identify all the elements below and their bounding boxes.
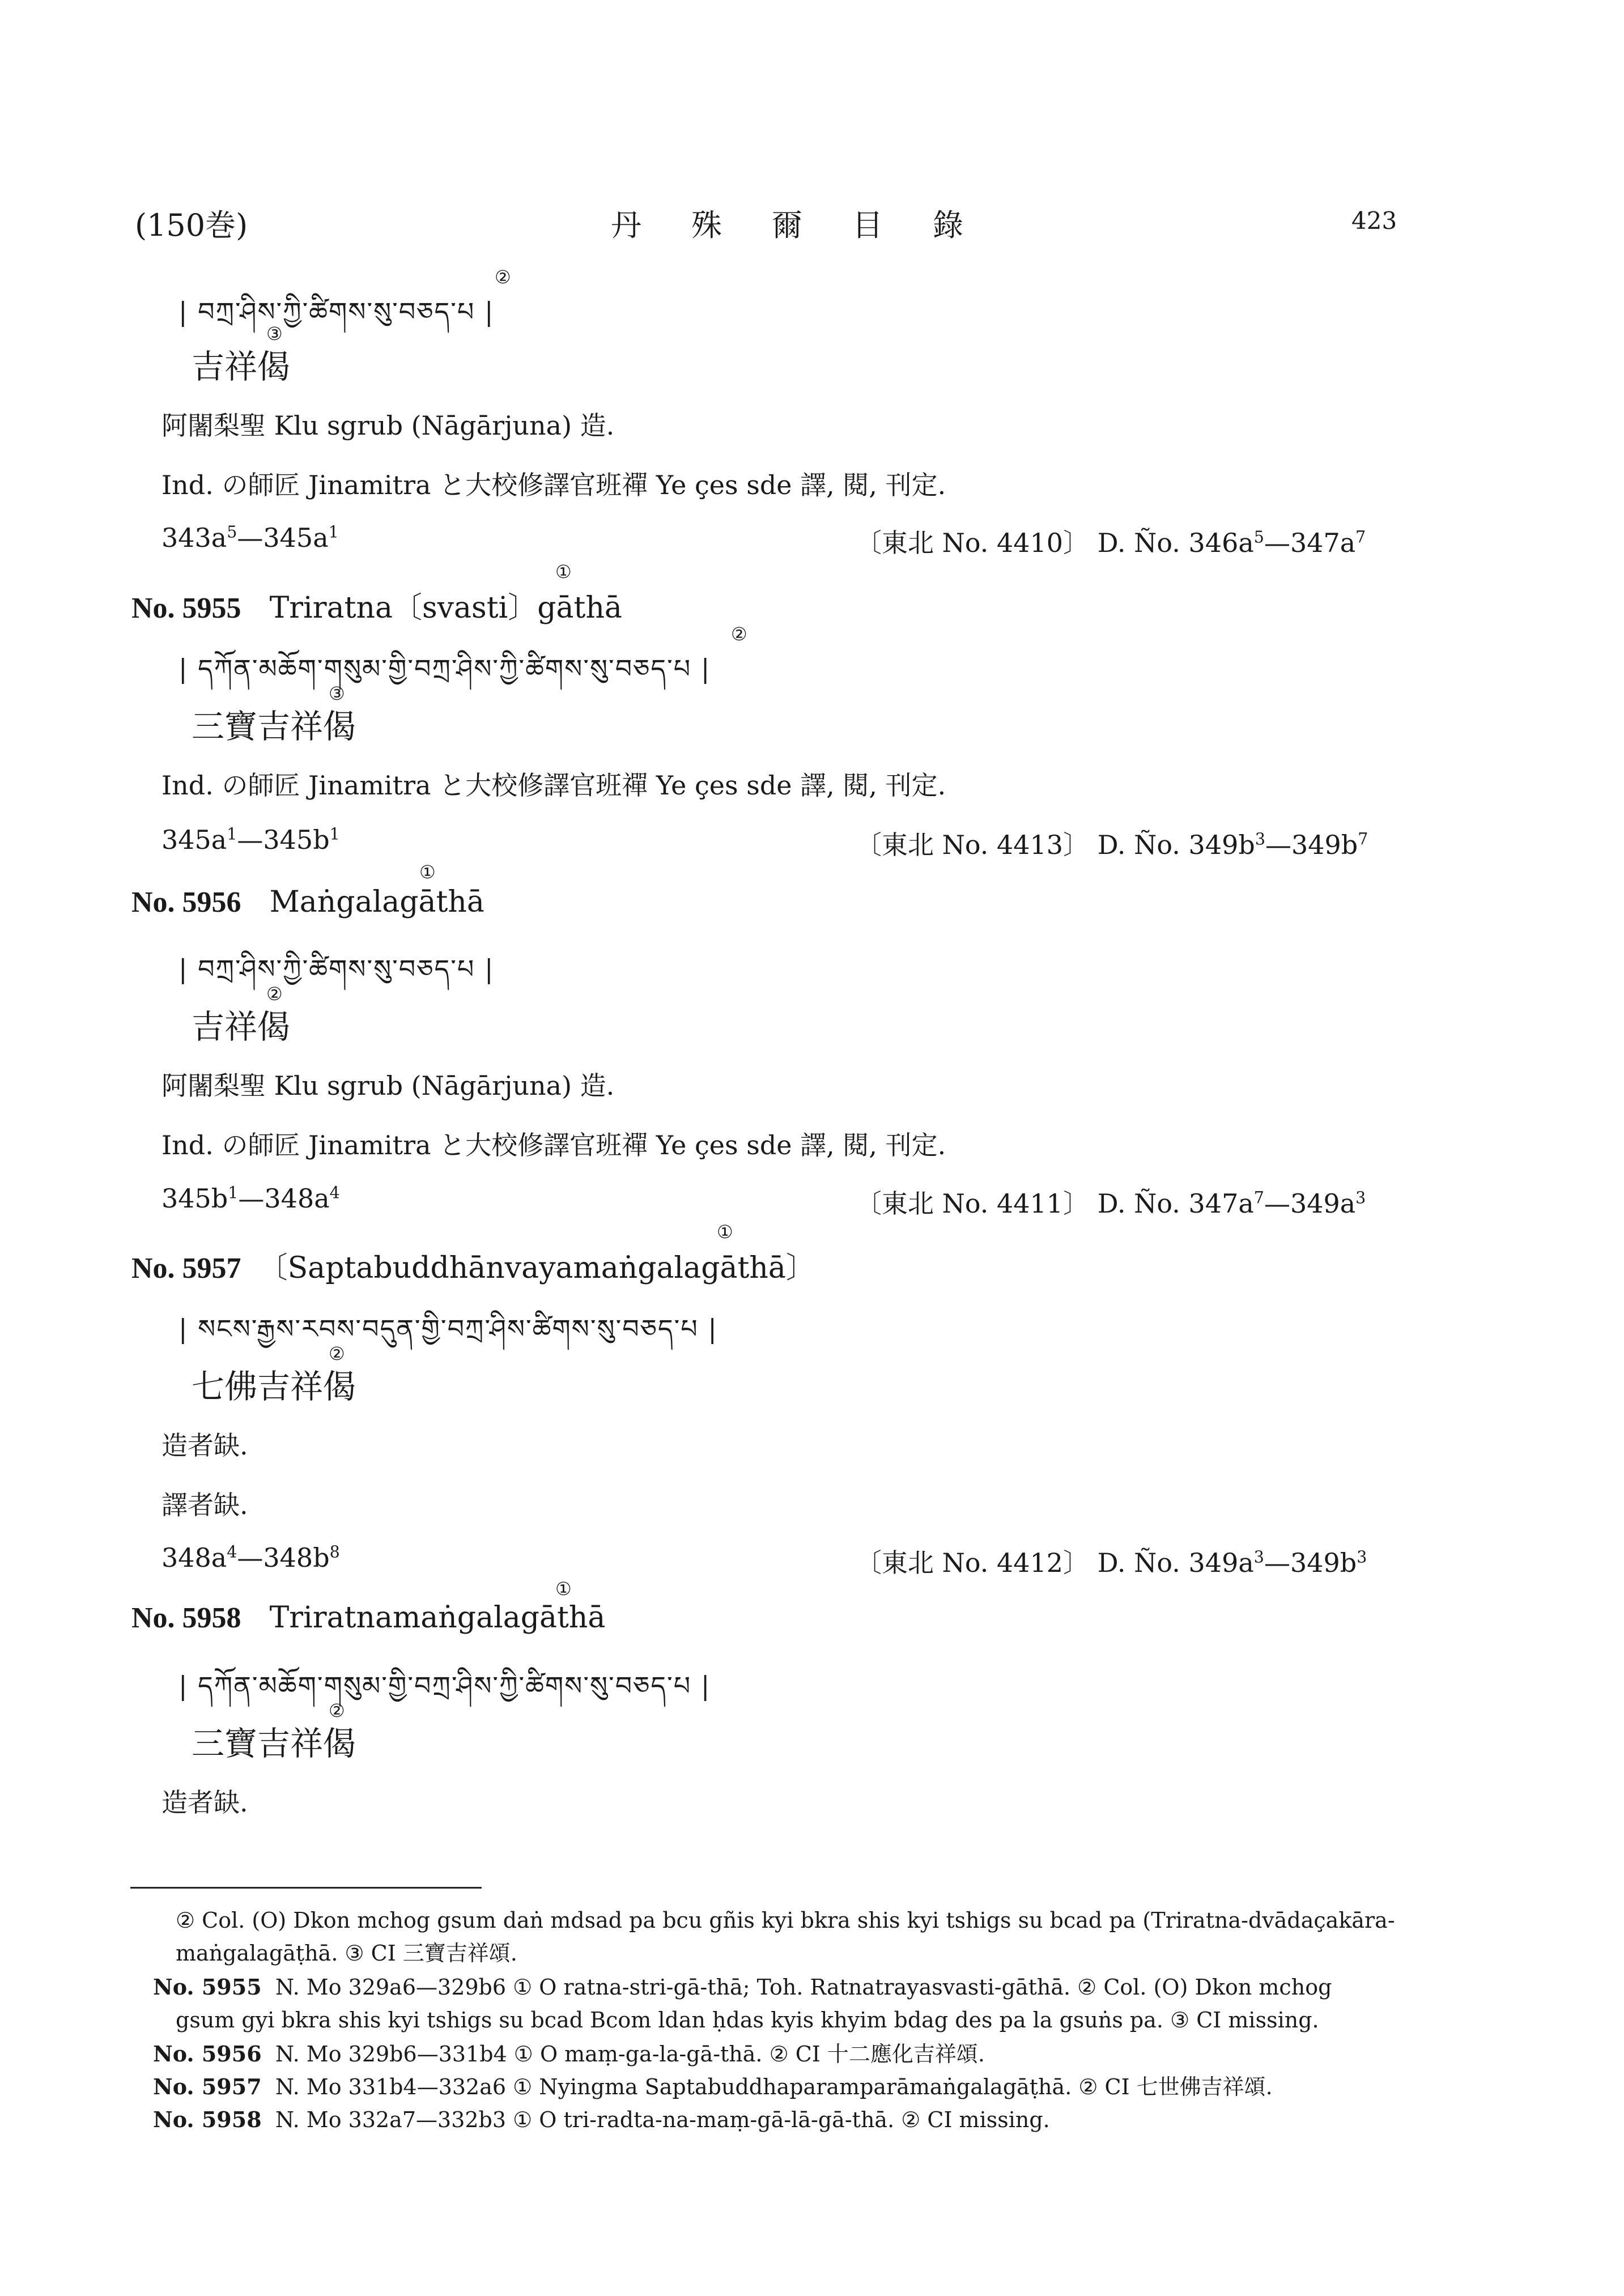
- tibetan-title: | བཀྲ་ཤིས་ཀྱི་ཚིགས་སུ་བཅད་པ |: [178, 296, 495, 327]
- folio-range: $348a^4—348b^8$: [161, 1542, 340, 1573]
- folio-range: $343a^5—345a^1$: [161, 522, 339, 553]
- translator-line: Ind. の師匠 Jinamitra と大校修譯官班禪 Ye çes sde 譯, 閱, 刊定.: [161, 470, 946, 500]
- author-line: 造者缺.: [161, 1787, 248, 1818]
- catalog-reference: 〔東北 No. 4411〕 D. Ño. $347a^7—349a^3$: [856, 1188, 1366, 1219]
- entry-number: No. 5958: [131, 1602, 241, 1634]
- author-line: 造者缺.: [161, 1430, 248, 1461]
- catalog-reference: 〔東北 No. 4412〕 D. Ño. $349a^3—349b^3$: [856, 1547, 1367, 1578]
- sanskrit-title: Maṅgalagāthā: [269, 885, 484, 919]
- page-number: 423: [1351, 207, 1397, 235]
- footnote-5957: [153, 2070, 1273, 2103]
- footnote-line: ② Col. (O) Dkon mchog gsum daṅ mdsad pa bcu gñis kyi bkra shis kyi tshigs su bcad pa (Triratna-dvādaçakāra-: [176, 1908, 1395, 1933]
- tibetan-title: | དཀོན་མཆོག་གསུམ་གྱི་བཀྲ་ཤིས་ཀྱི་ཚིགས་སུ་བཅད་པ |: [178, 653, 711, 684]
- entry-number: No. 5957: [131, 1252, 241, 1285]
- note-mark: ②: [329, 1343, 345, 1364]
- footnote-text: N. Mo 332a7—332b3 ① O tri-radta-na-maṃ-gā-lā-gā-thā. ② CI missing.: [275, 2107, 1050, 2132]
- catalog-reference: 〔東北 No. 4413〕 D. Ño. $349b^3—349b^7$: [856, 830, 1368, 860]
- note-mark: ③: [329, 683, 345, 704]
- footnote-divider: [130, 1887, 482, 1889]
- footnote-5955: [153, 1971, 1332, 2004]
- page-title: 丹殊爾目錄: [611, 207, 1013, 243]
- folio-range: $345b^1—348a^4$: [161, 1183, 340, 1214]
- folio-range: $345a^1—345b^1$: [161, 824, 340, 855]
- footnote-5958: [153, 2103, 1050, 2136]
- footnote-number: No. 5957: [153, 2074, 262, 2099]
- entry-heading-5956: [131, 885, 484, 919]
- entry-number: No. 5955: [131, 592, 241, 624]
- sanskrit-title: 〔Saptabuddhānvayamaṅgalagāthā〕: [258, 1251, 815, 1285]
- footnote-number: No. 5956: [153, 2041, 262, 2067]
- japanese-title: 吉祥偈: [192, 347, 291, 386]
- footnote-text: N. Mo 329a6—329b6 ① O ratna-stri-gā-thā; Toh. Ratnatrayasvasti-gāthā. ② Col. (O) Dkon mchog: [275, 1975, 1332, 2000]
- catalog-reference: 〔東北 No. 4410〕 D. Ño. $346a^5—347a^7$: [856, 528, 1366, 558]
- note-mark: ②: [266, 983, 283, 1005]
- footnote-5956: [153, 2038, 985, 2070]
- footnote-line: gsum gyi bkra shis kyi tshigs su bcad Bcom ldan ḥdas kyis khyim bdag des pa la gsuṅs pa. ③ CI missing.: [176, 2008, 1319, 2033]
- entry-heading-5957: [131, 1244, 815, 1286]
- tibetan-title: | སངས་རྒྱས་རབས་བདུན་གྱི་བཀྲ་ཤིས་ཚིགས་སུ་བཅད་པ |: [178, 1313, 718, 1344]
- footnote-text: N. Mo 331b4—332a6 ① Nyingma Saptabuddhaparamparāmaṅgalagāṭhā. ② CI 七世佛吉祥頌.: [275, 2074, 1273, 2099]
- japanese-title: 吉祥偈: [192, 1007, 291, 1046]
- note-mark: ③: [266, 323, 283, 345]
- sanskrit-title: Triratna〔svasti〕gāthā: [269, 591, 622, 625]
- note-mark: ②: [495, 266, 511, 288]
- translator-line: Ind. の師匠 Jinamitra と大校修譯官班禪 Ye çes sde 譯, 閱, 刊定.: [161, 1130, 946, 1160]
- note-mark: ①: [555, 1578, 572, 1600]
- note-mark: ①: [717, 1221, 733, 1243]
- sanskrit-title: Triratnamaṅgalagāthā: [269, 1601, 606, 1635]
- note-mark: ②: [731, 623, 747, 645]
- japanese-title: 七佛吉祥偈: [192, 1367, 356, 1406]
- translator-line: Ind. の師匠 Jinamitra と大校修譯官班禪 Ye çes sde 譯, 閱, 刊定.: [161, 770, 946, 801]
- japanese-title: 三寶吉祥偈: [192, 707, 356, 746]
- note-mark: ①: [555, 561, 572, 582]
- author-line: 阿闍梨聖 Klu sgrub (Nāgārjuna) 造.: [161, 1070, 615, 1101]
- entry-heading-5958: [131, 1601, 605, 1635]
- footnote-text: N. Mo 329b6—331b4 ① O maṃ-ga-la-gā-thā. ② CI 十二應化吉祥頌.: [275, 2042, 985, 2067]
- tibetan-title: | བཀྲ་ཤིས་ཀྱི་ཚིགས་སུ་བཅད་པ |: [178, 954, 495, 984]
- entry-number: No. 5956: [131, 886, 241, 919]
- footnote-line: maṅgalagāṭhā. ③ CI 三寶吉祥頌.: [176, 1941, 517, 1966]
- translator-line: 譯者缺.: [161, 1490, 248, 1520]
- note-mark: ①: [419, 861, 436, 883]
- volume-label: (150巻): [135, 207, 248, 243]
- entry-heading-5955: [131, 584, 622, 626]
- japanese-title: 三寶吉祥偈: [192, 1724, 356, 1763]
- footnote-number: No. 5955: [153, 1974, 262, 2000]
- note-mark: ②: [329, 1700, 345, 1721]
- footnote-number: No. 5958: [153, 2107, 262, 2132]
- tibetan-title: | དཀོན་མཆོག་གསུམ་གྱི་བཀྲ་ཤིས་ཀྱི་ཚིགས་སུ་བཅད་པ |: [178, 1670, 711, 1701]
- author-line: 阿闍梨聖 Klu sgrub (Nāgārjuna) 造.: [161, 410, 615, 441]
